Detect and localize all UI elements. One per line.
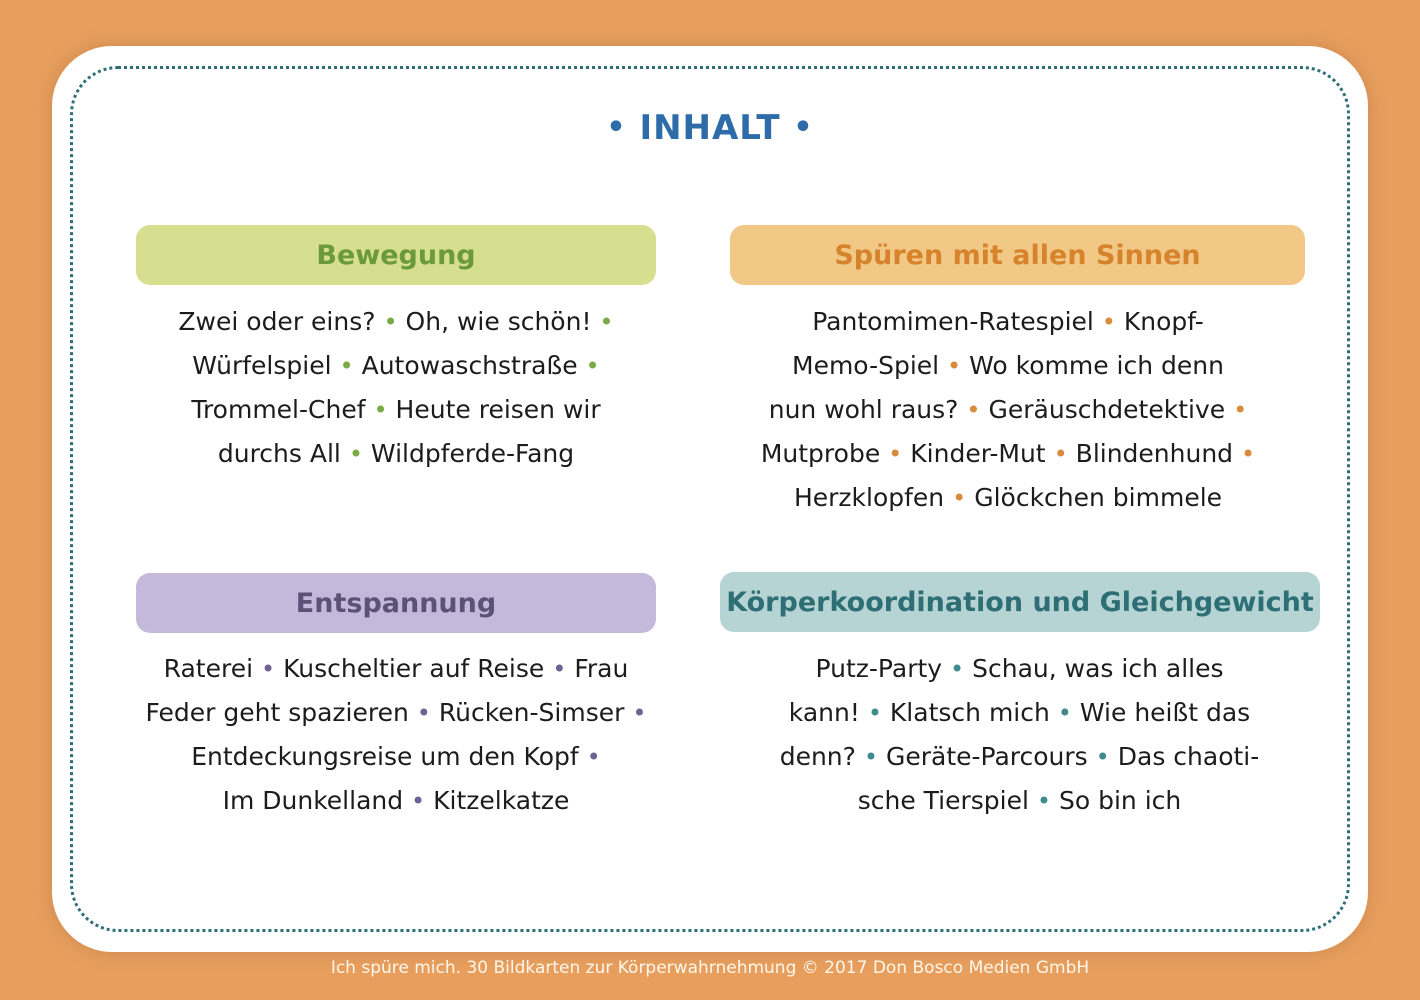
title-bullet-right: • — [793, 110, 814, 145]
activity-title: Würfelspiel — [192, 351, 340, 380]
activity-title: Entdeckungsreise um den Kopf — [191, 742, 587, 771]
activity-title: Zwei oder eins? — [178, 307, 384, 336]
activity-title: Mutprobe — [760, 439, 889, 468]
activity-title: Blindenhund — [1067, 439, 1241, 468]
activity-title: Wo komme ich denn — [961, 351, 1224, 380]
bullet-separator: • — [947, 352, 962, 380]
activity-title: durchs All — [217, 439, 349, 468]
bullet-separator: • — [1095, 743, 1110, 771]
activity-title: Rücken-Simser — [430, 698, 633, 727]
section-line — [712, 344, 1304, 388]
section-line — [742, 647, 1297, 691]
section-body-koerper — [742, 647, 1297, 823]
activity-title: Trommel-Chef — [191, 395, 374, 424]
bullet-separator: • — [1101, 308, 1116, 336]
activity-title: Autowaschstraße — [353, 351, 586, 380]
bullet-separator: • — [260, 655, 276, 683]
activity-title: Herzklopfen — [793, 483, 953, 512]
activity-title: Glöckchen bimmele — [966, 483, 1223, 512]
bullet-separator: • — [552, 655, 567, 683]
bullet-separator: • — [1036, 787, 1052, 815]
activity-title: Raterei — [163, 654, 261, 683]
section-body-entspannung — [118, 647, 674, 823]
activity-title: Feder geht spazieren — [145, 698, 417, 727]
bullet-separator: • — [411, 787, 426, 815]
activity-title: Klatsch mich — [881, 698, 1058, 727]
bullet-separator: • — [888, 440, 903, 468]
footer-copyright: Ich spüre mich. 30 Bildkarten zur Körperwahrnehmung © 2017 Don Bosco Medien GmbH — [330, 958, 1090, 978]
section-line — [742, 779, 1297, 823]
bullet-separator: • — [586, 743, 601, 771]
activity-title: denn? — [779, 742, 864, 771]
bullet-separator: • — [416, 699, 431, 727]
bullet-separator: • — [863, 743, 879, 771]
activity-title: Geräte-Parcours — [878, 742, 1096, 771]
activity-title: Kinder-Mut — [902, 439, 1054, 468]
section-line — [118, 691, 674, 735]
section-body-bewegung — [136, 300, 656, 476]
bullet-separator: • — [952, 484, 967, 512]
activity-title: Wie heißt das — [1071, 698, 1251, 727]
activity-title: Oh, wie schön! — [397, 307, 600, 336]
bullet-separator: • — [632, 699, 647, 727]
section-line — [118, 735, 674, 779]
section-line — [136, 300, 656, 344]
activity-title: So bin ich — [1051, 786, 1182, 815]
section-line — [118, 647, 674, 691]
content-card — [52, 46, 1368, 952]
section-line — [136, 432, 656, 476]
activity-title: Kitzelkatze — [425, 786, 570, 815]
section-line — [712, 476, 1304, 520]
activity-title: Pantomimen-Ratespiel — [812, 307, 1102, 336]
activity-title: kann! — [788, 698, 868, 727]
section-line — [136, 388, 656, 432]
bullet-separator: • — [348, 440, 363, 468]
activity-title: Heute reisen wir — [387, 395, 601, 424]
activity-title: Geräuschdetektive — [980, 395, 1234, 424]
section-line — [712, 388, 1304, 432]
title-bullet-left: • — [606, 110, 627, 145]
activity-title: Das chaoti- — [1109, 742, 1260, 771]
activity-title: sche Tierspiel — [857, 786, 1037, 815]
activity-title: Schau, was ich alles — [964, 654, 1224, 683]
activity-title: Im Dunkelland — [222, 786, 412, 815]
bullet-separator: • — [950, 655, 965, 683]
activity-title: Wildpferde-Fang — [362, 439, 575, 468]
section-line — [712, 432, 1304, 476]
section-line — [742, 735, 1297, 779]
section-line — [136, 344, 656, 388]
section-line — [742, 691, 1297, 735]
bullet-separator: • — [1233, 396, 1248, 424]
bullet-separator: • — [1241, 440, 1256, 468]
section-header-bewegung: Bewegung — [136, 225, 656, 285]
section-header-entspannung: Entspannung — [136, 573, 656, 633]
section-header-koerper: Körperkoordination und Gleichgewicht — [720, 572, 1320, 632]
bullet-separator: • — [373, 396, 388, 424]
activity-title: Frau — [566, 654, 629, 683]
activity-title: Knopf- — [1115, 307, 1204, 336]
bullet-separator: • — [383, 308, 398, 336]
bullet-separator: • — [339, 352, 354, 380]
activity-title: nun wohl raus? — [768, 395, 967, 424]
section-line — [118, 779, 674, 823]
activity-title: Memo-Spiel — [792, 351, 948, 380]
page-title — [52, 108, 1368, 148]
activity-title: Putz-Party — [815, 654, 951, 683]
bullet-separator: • — [867, 699, 882, 727]
bullet-separator: • — [1057, 699, 1072, 727]
section-body-spueren — [712, 300, 1304, 520]
title-text: INHALT — [639, 108, 781, 148]
section-line — [712, 300, 1304, 344]
bullet-separator: • — [585, 352, 600, 380]
bullet-separator: • — [966, 396, 981, 424]
bullet-separator: • — [1053, 440, 1068, 468]
activity-title: Kuscheltier auf Reise — [275, 654, 553, 683]
section-header-spueren: Spüren mit allen Sinnen — [730, 225, 1305, 285]
bullet-separator: • — [599, 308, 614, 336]
